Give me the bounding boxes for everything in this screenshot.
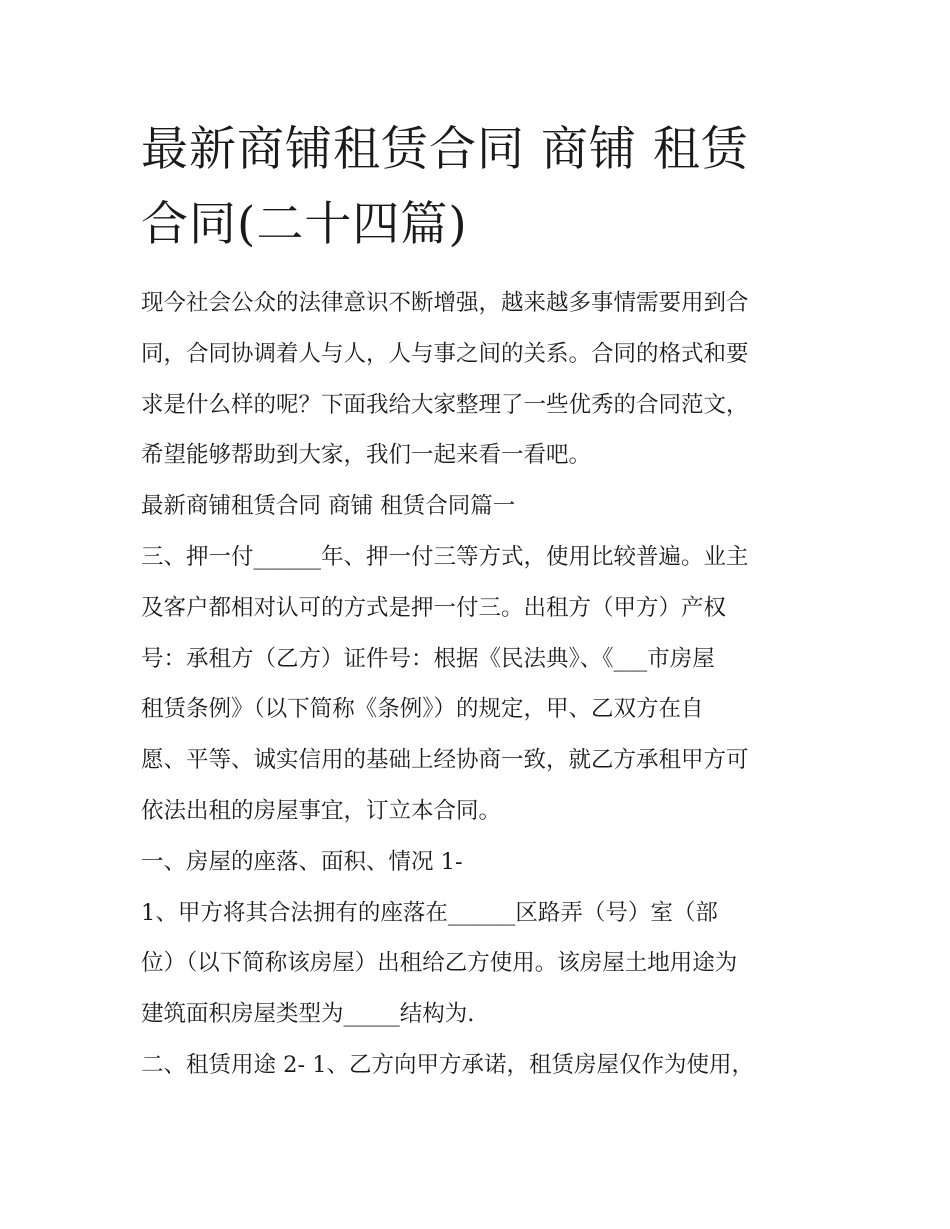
body-line: 一、房屋的座落、面积、情况 1- xyxy=(141,848,463,875)
body-line: 租赁条例》（以下简称《条例》）的规定，甲、乙双方在自 xyxy=(141,696,704,723)
body-line: 同，合同协调着人与人，人与事之间的关系。合同的格式和要 xyxy=(141,340,749,367)
body-line: 及客户都相对认可的方式是押一付三。出租方（甲方）产权 xyxy=(141,594,727,621)
document-title xyxy=(141,112,821,262)
body-line: 愿、平等、诚实信用的基础上经协商一致，就乙方承租甲方可 xyxy=(141,747,749,774)
body-line: 号：承租方（乙方）证件号：根据《民法典》、《___市房屋 xyxy=(141,645,715,672)
document-page xyxy=(141,112,821,1091)
body-line: 三、押一付______年、押一付三等方式，使用比较普遍。业主 xyxy=(141,543,749,570)
body-line: 希望能够帮助到大家，我们一起来看一看吧。 xyxy=(141,442,592,469)
document-body xyxy=(141,278,821,1091)
body-line: 二、租赁用途 2- 1、乙方向甲方承诺，租赁房屋仅作为使用， xyxy=(141,1051,755,1078)
title-line: 最新商铺租赁合同 商铺 租赁 xyxy=(141,122,749,177)
title-line: 合同(二十四篇) xyxy=(141,197,468,252)
body-line: 求是什么样的呢？下面我给大家整理了一些优秀的合同范文， xyxy=(141,391,749,418)
body-line: 1、甲方将其合法拥有的座落在______区路弄（号）室（部 xyxy=(141,899,718,926)
body-line: 依法出租的房屋事宜，订立本合同。 xyxy=(141,797,502,824)
body-line: 位）（以下简称该房屋）出租给乙方使用。该房屋土地用途为 xyxy=(141,950,738,977)
body-line: 现今社会公众的法律意识不断增强，越来越多事情需要用到合 xyxy=(141,290,749,316)
body-line: 建筑面积房屋类型为_____结构为. xyxy=(141,1001,475,1028)
section-heading: 最新商铺租赁合同 商铺 租赁合同篇一 xyxy=(141,493,516,520)
